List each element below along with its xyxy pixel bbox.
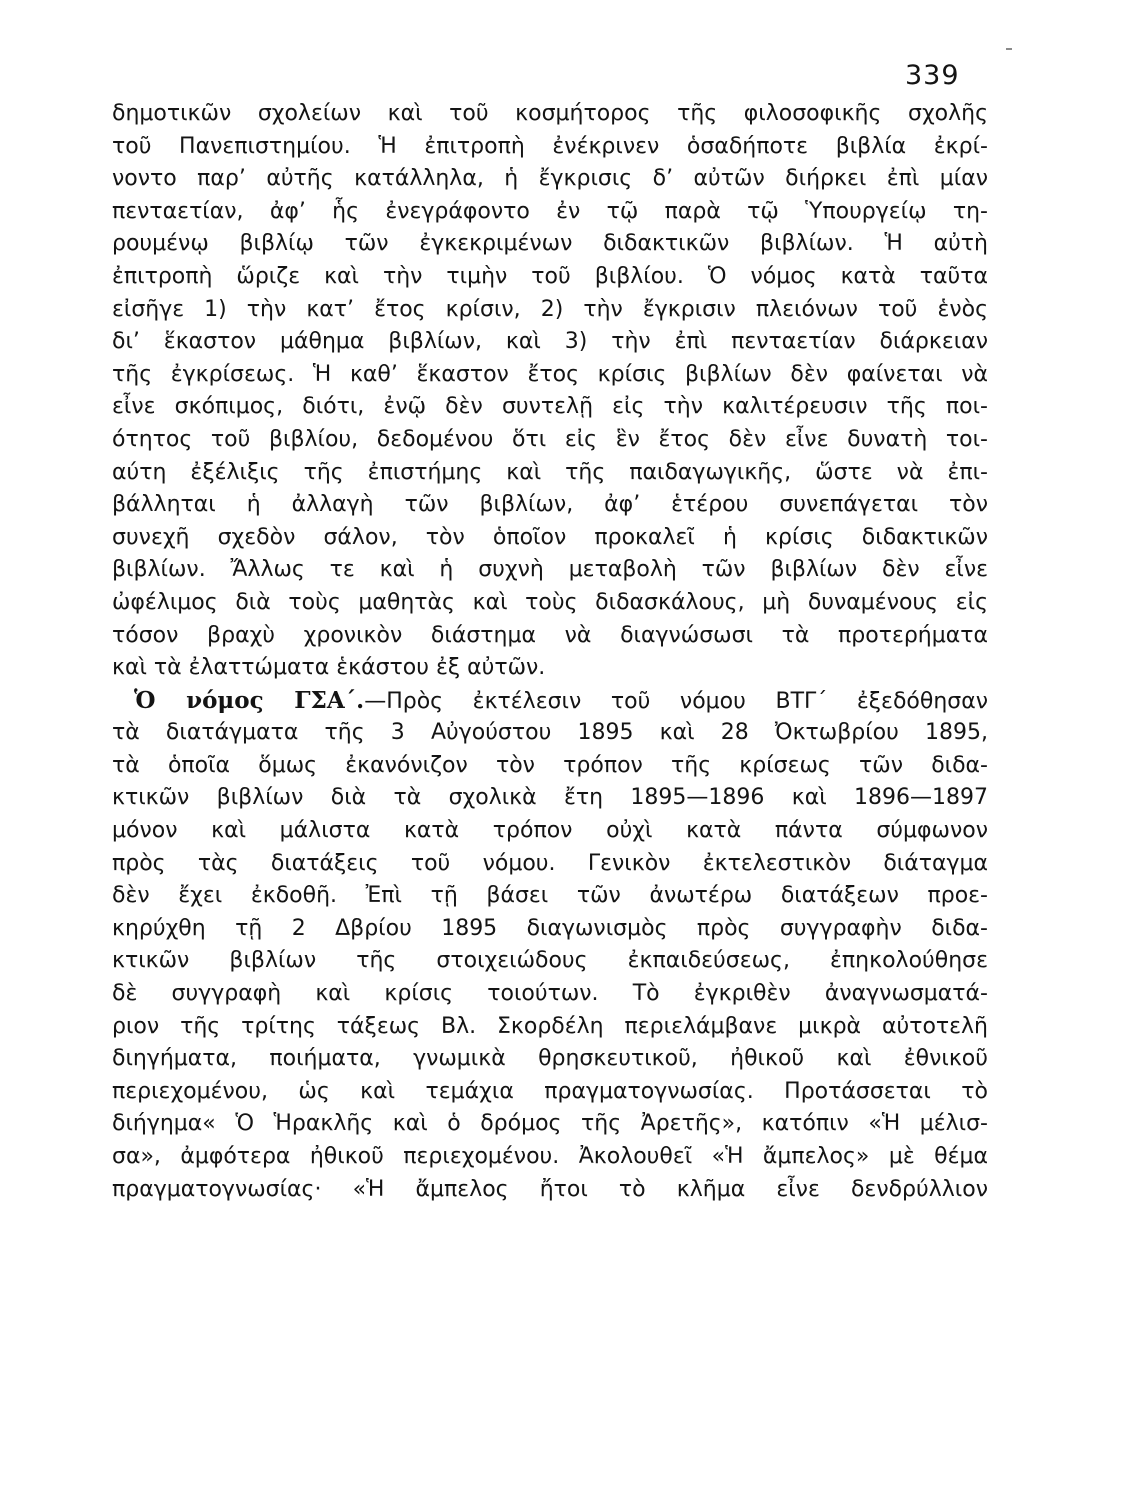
text-line: διηγήματα, ποιήματα, γνωμικὰ θρησκευτικοῦ, ἠθικοῦ καὶ ἐθνικοῦ [112, 1046, 988, 1072]
text-line: μόνον καὶ μάλιστα κατὰ τρόπον οὐχὶ κατὰ πάντα σύμφωνον [112, 818, 988, 844]
text-line: εἶνε σκόπιμος, διότι, ἐνῷ δὲν συντελῇ εἰς τὴν καλιτέρευσιν τῆς ποι- [112, 394, 988, 420]
text-line: καὶ τὰ ἐλαττώματα ἑκάστου ἐξ αὐτῶν. [112, 655, 546, 681]
section-heading: Ὁ νόμος ΓΣΑ΄. [134, 686, 365, 714]
text-line: περιεχομένου, ὡς καὶ τεμάχια πραγματογνωσίας. Προτάσσεται τὸ [112, 1078, 988, 1104]
text-line: δὲν ἔχει ἐκδοθῆ. Ἐπὶ τῇ βάσει τῶν ἀνωτέρω διατάξεων προε- [112, 883, 988, 909]
text-line: τόσον βραχὺ χρονικὸν διάστημα νὰ διαγνώσωσι τὰ προτερήματα [112, 622, 988, 648]
text-line: τὰ διατάγματα τῆς 3 Αὐγούστου 1895 καὶ 28 Ὀκτωβρίου 1895, [112, 720, 988, 746]
text-line: σα», ἀμφότερα ἠθικοῦ περιεχομένου. Ἀκολουθεῖ «Ἡ ἄμπελος» μὲ θέμα [112, 1144, 988, 1169]
text-line: πραγματογνωσίας· «Ἡ ἄμπελος ἤτοι τὸ κλῆμα εἶνε δενδρύλλιον [112, 1176, 988, 1202]
body-text [112, 98, 988, 1206]
text-line: νοντο παρ’ αὐτῆς κατάλληλα, ἡ ἔγκρισις δ’ αὐτῶν διήρκει ἐπὶ μίαν [112, 166, 988, 192]
text-line: ριον τῆς τρίτης τάξεως Βλ. Σκορδέλη περιελάμβανε μικρὰ αὐτοτελῆ [112, 1013, 988, 1039]
text-line: κτικῶν βιβλίων τῆς στοιχειώδους ἐκπαιδεύσεως, ἐπηκολούθησε [112, 948, 988, 974]
section-first-line [112, 685, 988, 718]
text-line: τοῦ Πανεπιστημίου. Ἡ ἐπιτροπὴ ἐνέκρινεν ὁσαδήποτε βιβλία ἐκρί- [112, 133, 988, 159]
text-line: ότητος τοῦ βιβλίου, δεδομένου ὅτι εἰς ἓν ἔτος δὲν εἶνε δυνατὴ τοι- [112, 426, 988, 452]
page-number: 339 [905, 60, 960, 91]
text-line: πενταετίαν, ἀφ’ ἧς ἐνεγράφοντο ἐν τῷ παρὰ τῷ Ὑπουργείῳ τη- [112, 198, 988, 224]
text-line: πρὸς τὰς διατάξεις τοῦ νόμου. Γενικὸν ἐκτελεστικὸν διάταγμα [112, 850, 988, 876]
scan-mark [1006, 48, 1012, 50]
text-line: τὰ ὁποῖα ὅμως ἐκανόνιζον τὸν τρόπον τῆς κρίσεως τῶν διδα- [112, 752, 988, 778]
text-line: εἰσῆγε 1) τὴν κατ’ ἔτος κρίσιν, 2) τὴν ἔγκρισιν πλειόνων τοῦ ἑνὸς [112, 296, 988, 322]
text-line: κτικῶν βιβλίων διὰ τὰ σχολικὰ ἔτη 1895—1896 καὶ 1896—1897 [112, 785, 988, 811]
text-line: δὲ συγγραφὴ καὶ κρίσις τοιούτων. Τὸ ἐγκριθὲν ἀναγνωσματά- [112, 981, 988, 1007]
text-line: δι’ ἕκαστον μάθημα βιβλίων, καὶ 3) τὴν ἐπὶ πενταετίαν διάρκειαν [112, 329, 988, 355]
text-line: διήγημα« Ὁ Ἡρακλῆς καὶ ὁ δρόμος τῆς Ἀρετῆς», κατόπιν «Ἡ μέλισ- [112, 1111, 988, 1137]
section-first-line-text: —Πρὸς ἐκτέλεσιν τοῦ νόμου ΒΤΓ΄ ἐξεδόθησαν [364, 688, 988, 714]
text-line: βάλληται ἡ ἀλλαγὴ τῶν βιβλίων, ἀφ’ ἑτέρου συνεπάγεται τὸν [112, 492, 988, 518]
text-line: ρουμένῳ βιβλίῳ τῶν ἐγκεκριμένων διδακτικῶν βιβλίων. Ἡ αὐτὴ [112, 231, 988, 257]
text-line: αύτη ἐξέλιξις τῆς ἐπιστήμης καὶ τῆς παιδαγωγικῆς, ὥστε νὰ ἐπι- [112, 459, 988, 485]
text-line: συνεχῆ σχεδὸν σάλον, τὸν ὁποῖον προκαλεῖ ἡ κρίσις διδακτικῶν [112, 524, 988, 550]
text-line: ὠφέλιμος διὰ τοὺς μαθητὰς καὶ τοὺς διδασκάλους, μὴ δυναμένους εἰς [112, 589, 988, 615]
text-line: ἐπιτροπὴ ὥριζε καὶ τὴν τιμὴν τοῦ βιβλίου. Ὁ νόμος κατὰ ταῦτα [112, 263, 988, 289]
text-line: βιβλίων. Ἄλλως τε καὶ ἡ συχνὴ μεταβολὴ τῶν βιβλίων δὲν εἶνε [112, 557, 988, 583]
text-line: δημοτικῶν σχολείων καὶ τοῦ κοσμήτορος τῆς φιλοσοφικῆς σχολῆς [112, 101, 988, 126]
text-line: κηρύχθη τῇ 2 Δβρίου 1895 διαγωνισμὸς πρὸς συγγραφὴν διδα- [112, 915, 988, 941]
text-line: τῆς ἐγκρίσεως. Ἡ καθ’ ἕκαστον ἔτος κρίσις βιβλίων δὲν φαίνεται νὰ [112, 361, 988, 387]
